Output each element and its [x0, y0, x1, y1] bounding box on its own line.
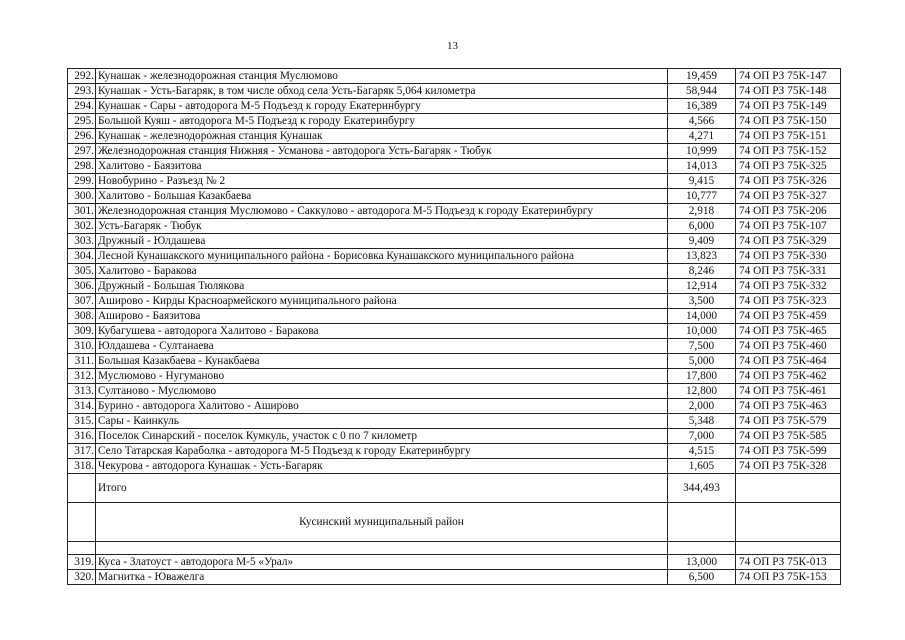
- total-num-cell: [68, 474, 96, 503]
- road-length: 13,823: [668, 249, 736, 264]
- road-length: 7,500: [668, 339, 736, 354]
- road-length: 12,800: [668, 384, 736, 399]
- district-num-cell: [68, 503, 96, 542]
- road-length: 8,246: [668, 264, 736, 279]
- row-number: 299.: [68, 174, 96, 189]
- road-name: Халитово - Баязитова: [96, 159, 668, 174]
- road-code: 74 ОП РЗ 75К-326: [736, 174, 841, 189]
- road-name: Кунашак - железнодорожная станция Муслюмово: [96, 69, 668, 84]
- road-code: 74 ОП РЗ 75К-153: [736, 570, 841, 585]
- row-number: 314.: [68, 399, 96, 414]
- table-row: [68, 324, 841, 339]
- road-length: 12,914: [668, 279, 736, 294]
- row-number: 309.: [68, 324, 96, 339]
- road-name: Железнодорожная станция Муслюмово - Саккулово - автодорога М-5 Подъезд к городу Екатеринбургу: [96, 204, 668, 219]
- road-length: 6,500: [668, 570, 736, 585]
- road-name: Магнитка - Юважелга: [96, 570, 668, 585]
- road-length: 4,515: [668, 444, 736, 459]
- road-length: 2,918: [668, 204, 736, 219]
- road-code: 74 ОП РЗ 75К-463: [736, 399, 841, 414]
- page-number: 13: [447, 40, 458, 52]
- road-code: 74 ОП РЗ 75К-150: [736, 114, 841, 129]
- spacer-cell: [736, 542, 841, 555]
- row-number: 316.: [68, 429, 96, 444]
- road-code: 74 ОП РЗ 75К-323: [736, 294, 841, 309]
- road-code: 74 ОП РЗ 75К-585: [736, 429, 841, 444]
- road-code: 74 ОП РЗ 75К-461: [736, 384, 841, 399]
- road-code: 74 ОП РЗ 75К-459: [736, 309, 841, 324]
- table-row: [68, 414, 841, 429]
- road-length: 10,999: [668, 144, 736, 159]
- row-number: 315.: [68, 414, 96, 429]
- road-code: 74 ОП РЗ 75К-599: [736, 444, 841, 459]
- table-row: [68, 144, 841, 159]
- road-length: 16,389: [668, 99, 736, 114]
- row-number: 317.: [68, 444, 96, 459]
- road-name: Дружный - Большая Тюлякова: [96, 279, 668, 294]
- table-row: [68, 264, 841, 279]
- table-row: [68, 459, 841, 474]
- table-row: [68, 114, 841, 129]
- road-code: 74 ОП РЗ 75К-462: [736, 369, 841, 384]
- road-name: Куса - Златоуст - автодорога М-5 «Урал»: [96, 555, 668, 570]
- spacer-row: [68, 542, 841, 555]
- table-row: [68, 69, 841, 84]
- district-len-cell: [668, 503, 736, 542]
- row-number: 304.: [68, 249, 96, 264]
- road-code: 74 ОП РЗ 75К-152: [736, 144, 841, 159]
- district-code-cell: [736, 503, 841, 542]
- district-header-row: [68, 503, 841, 542]
- road-length: 14,013: [668, 159, 736, 174]
- road-length: 5,000: [668, 354, 736, 369]
- road-code: 74 ОП РЗ 75К-107: [736, 219, 841, 234]
- table-row: [68, 219, 841, 234]
- row-number: 296.: [68, 129, 96, 144]
- table-row: [68, 294, 841, 309]
- row-number: 298.: [68, 159, 96, 174]
- road-length: 3,500: [668, 294, 736, 309]
- road-length: 9,415: [668, 174, 736, 189]
- road-name: Чекурова - автодорога Кунашак - Усть-Багаряк: [96, 459, 668, 474]
- table-row: [68, 234, 841, 249]
- row-number: 318.: [68, 459, 96, 474]
- road-length: 2,000: [668, 399, 736, 414]
- road-code: 74 ОП РЗ 75К-330: [736, 249, 841, 264]
- row-number: 310.: [68, 339, 96, 354]
- road-name: Новобурино - Разъезд № 2: [96, 174, 668, 189]
- row-number: 313.: [68, 384, 96, 399]
- row-number: 297.: [68, 144, 96, 159]
- road-length: 6,000: [668, 219, 736, 234]
- table-row: [68, 249, 841, 264]
- row-number: 306.: [68, 279, 96, 294]
- road-code: 74 ОП РЗ 75К-206: [736, 204, 841, 219]
- row-number: 305.: [68, 264, 96, 279]
- table-row: [68, 399, 841, 414]
- row-number: 301.: [68, 204, 96, 219]
- table-row: [68, 204, 841, 219]
- table-row: [68, 339, 841, 354]
- table-row: [68, 369, 841, 384]
- road-code: 74 ОП РЗ 75К-460: [736, 339, 841, 354]
- road-name: Султаново - Муслюмово: [96, 384, 668, 399]
- road-name: Аширово - Кирды Красноармейского муниципального района: [96, 294, 668, 309]
- row-number: 295.: [68, 114, 96, 129]
- road-length: 19,459: [668, 69, 736, 84]
- table-row: [68, 129, 841, 144]
- row-number: 292.: [68, 69, 96, 84]
- road-code: 74 ОП РЗ 75К-013: [736, 555, 841, 570]
- road-length: 7,000: [668, 429, 736, 444]
- road-length: 10,000: [668, 324, 736, 339]
- table-row: [68, 555, 841, 570]
- road-name: Большой Куяш - автодорога М-5 Подъезд к городу Екатеринбургу: [96, 114, 668, 129]
- road-code: 74 ОП РЗ 75К-327: [736, 189, 841, 204]
- spacer-cell: [668, 542, 736, 555]
- road-length: 9,409: [668, 234, 736, 249]
- road-code: 74 ОП РЗ 75К-325: [736, 159, 841, 174]
- road-name: Муслюмово - Нугуманово: [96, 369, 668, 384]
- roads-table-summary: [68, 474, 841, 555]
- table-row: [68, 570, 841, 585]
- road-code: 74 ОП РЗ 75К-465: [736, 324, 841, 339]
- road-name: Село Татарская Караболка - автодорога М-5 Подъезд к городу Екатеринбургу: [96, 444, 668, 459]
- road-name: Дружный - Юлдашева: [96, 234, 668, 249]
- road-code: 74 ОП РЗ 75К-148: [736, 84, 841, 99]
- road-code: 74 ОП РЗ 75К-149: [736, 99, 841, 114]
- row-number: 300.: [68, 189, 96, 204]
- table-row: [68, 84, 841, 99]
- road-length: 5,348: [668, 414, 736, 429]
- table-row: [68, 429, 841, 444]
- total-code-cell: [736, 474, 841, 503]
- road-length: 13,000: [668, 555, 736, 570]
- road-name: Аширово - Баязитова: [96, 309, 668, 324]
- spacer-cell: [96, 542, 668, 555]
- total-row: [68, 474, 841, 503]
- road-length: 14,000: [668, 309, 736, 324]
- road-name: Кунашак - Сары - автодорога М-5 Подъезд к городу Екатеринбургу: [96, 99, 668, 114]
- road-length: 4,271: [668, 129, 736, 144]
- district-title: Кусинский муниципальный район: [96, 503, 668, 542]
- spacer-cell: [68, 542, 96, 555]
- table-row: [68, 279, 841, 294]
- road-length: 10,777: [668, 189, 736, 204]
- row-number: 293.: [68, 84, 96, 99]
- table-row: [68, 384, 841, 399]
- road-length: 1,605: [668, 459, 736, 474]
- road-name: Кубагушева - автодорога Халитово - Баракова: [96, 324, 668, 339]
- road-length: 17,800: [668, 369, 736, 384]
- road-name: Кунашак - железнодорожная станция Кунашак: [96, 129, 668, 144]
- road-code: 74 ОП РЗ 75К-328: [736, 459, 841, 474]
- road-name: Лесной Кунашакского муниципального района - Борисовка Кунашакского муниципального района: [96, 249, 668, 264]
- road-name: Халитово - Большая Казакбаева: [96, 189, 668, 204]
- row-number: 294.: [68, 99, 96, 114]
- table-row: [68, 99, 841, 114]
- roads-table-section-a: [68, 69, 841, 474]
- table-row: [68, 159, 841, 174]
- road-code: 74 ОП РЗ 75К-331: [736, 264, 841, 279]
- road-code: 74 ОП РЗ 75К-332: [736, 279, 841, 294]
- road-name: Сары - Каинкуль: [96, 414, 668, 429]
- row-number: 308.: [68, 309, 96, 324]
- road-code: 74 ОП РЗ 75К-579: [736, 414, 841, 429]
- roads-table-section-b: [68, 555, 841, 585]
- road-length: 4,566: [668, 114, 736, 129]
- total-value: 344,493: [668, 474, 736, 503]
- row-number: 307.: [68, 294, 96, 309]
- road-length: 58,944: [668, 84, 736, 99]
- row-number: 319.: [68, 555, 96, 570]
- table-row: [68, 189, 841, 204]
- road-name: Бурино - автодорога Халитово - Аширово: [96, 399, 668, 414]
- road-code: 74 ОП РЗ 75К-329: [736, 234, 841, 249]
- road-code: 74 ОП РЗ 75К-151: [736, 129, 841, 144]
- road-name: Поселок Синарский - поселок Кумкуль, участок с 0 по 7 километр: [96, 429, 668, 444]
- table-row: [68, 174, 841, 189]
- road-name: Халитово - Баракова: [96, 264, 668, 279]
- road-name: Кунашак - Усть-Багаряк, в том числе обход села Усть-Багаряк 5,064 километра: [96, 84, 668, 99]
- road-code: 74 ОП РЗ 75К-464: [736, 354, 841, 369]
- row-number: 302.: [68, 219, 96, 234]
- road-code: 74 ОП РЗ 75К-147: [736, 69, 841, 84]
- total-label: Итого: [96, 474, 668, 503]
- row-number: 312.: [68, 369, 96, 384]
- road-name: Большая Казакбаева - Кунакбаева: [96, 354, 668, 369]
- table-row: [68, 354, 841, 369]
- road-name: Юлдашева - Султанаева: [96, 339, 668, 354]
- row-number: 311.: [68, 354, 96, 369]
- roads-table: [67, 68, 841, 585]
- table-row: [68, 309, 841, 324]
- row-number: 303.: [68, 234, 96, 249]
- row-number: 320.: [68, 570, 96, 585]
- road-name: Усть-Багаряк - Тюбук: [96, 219, 668, 234]
- table-row: [68, 444, 841, 459]
- road-name: Железнодорожная станция Нижняя - Усманова - автодорога Усть-Багаряк - Тюбук: [96, 144, 668, 159]
